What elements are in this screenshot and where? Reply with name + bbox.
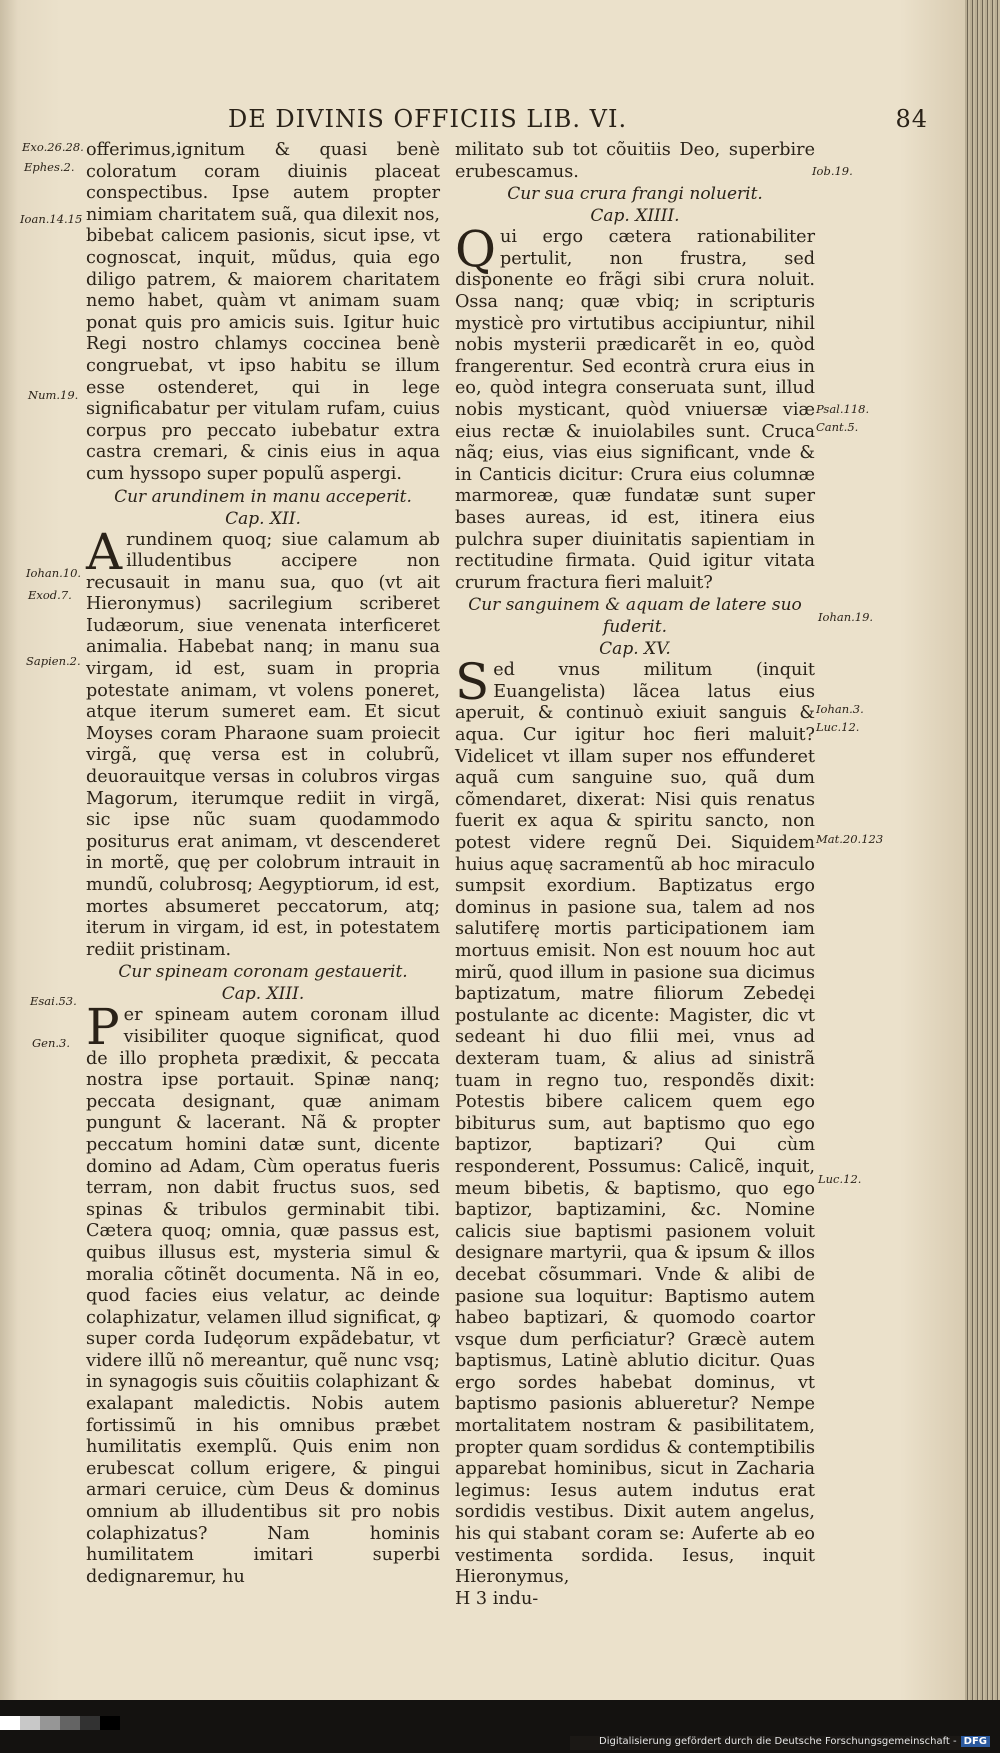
catchword: H 3 indu- xyxy=(455,1588,539,1609)
chapter-number: Cap. XIII. xyxy=(221,984,305,1005)
page-edges xyxy=(965,0,1000,1700)
margin-note: Gen.3. xyxy=(32,1036,71,1050)
margin-note: Luc.12. xyxy=(818,1172,862,1186)
chapter-heading: Cur spineam coronam gestauerit. xyxy=(118,962,408,983)
paragraph: Per spineam autem coronam illud visibiliter quoque significat, quod de illo propheta prædixit, & peccata nostra ipse portauit. Spinæ nanq; peccata designant, quæ animam pungunt & lacerant. Nã & propter peccatum homini datæ sunt, dicente domino ad Adam, Cùm operatus fueris terram, non dabit fructus suos, sed spinas & tribulos germinabit tibi. Cætera quoq; omnia, quæ passus est, quibus illusus est, mysteria simul & moralia cõtinẽt documenta. Nã in eo, quod facies eius velatur, ac deinde colaphizatur, velamen illud significat, ꝙ super corda Iudęorum expãdebatur, vt videre illũ nõ mereantur, quẽ nunc vsq; in synagogis suis cõuitiis colaphizant & exalapant maledictis. Nobis autem fortissimũ in his omnibus præbet humilitatis exemplũ. Quis enim non erubescat collum erigere, & pingui armari ceruice, cùm Deus & dominus omnium ab illudentibus sit pro nobis colaphizatus? Nam hominis humilitatem imitari superbi dedignaremur, hu xyxy=(86,998,440,1587)
digitization-footer xyxy=(570,1736,990,1750)
margin-note: Num.19. xyxy=(28,388,79,402)
paragraph: Qui ergo cætera rationabiliter pertulit, non frustra, sed disponente eo frãgi sibi crura noluit. Ossa nanq; quæ vbiq; in scripturis mysticè pro virtutibus accipiuntur, nihil nobis mysterii prædicarẽt in eo, quòd frangerentur. Sed econtrà crura eius in eo, quòd integra conseruata sunt, illud nobis mysticant, quòd vniuersæ viæ eius rectæ & inuiolabiles sunt. Cruca nãq; eius, vias eius significant, vnde & in Canticis dicitur: Crura eius columnæ marmoreæ, quæ fundatæ sunt super bases aureas, id est, itinera eius pulchra super diuinitatis sapientiam in rectitudine firmata. Quid igitur vitata crurum fractura fieri maluit? xyxy=(455,220,815,593)
paragraph: offerimus,ignitum & quasi benè coloratum coram diuinis placeat conspectibus. Ipse autem propter nimiam charitatem suã, qua dilexit nos, bibebat calicem pasionis, sicut ipse, vt cognoscat, inquit, mũdus, quia ego diligo patrem, & maiorem charitatem nemo habet, quàm vt animam suam ponat quis pro amicis suis. Igitur huic Regi nostro chlamys coccinea benè congruebat, vt ipso habitu se illum esse ostenderet, qui in lege significabatur per vitulam rufam, cuius corpus pro peccato iubebatur extra castra cremari, & cinis eius in aqua cum hyssopo super populũ aspergi. xyxy=(86,140,440,484)
margin-note: Exod.7. xyxy=(28,588,72,602)
margin-note: Iohan.3. xyxy=(816,702,864,716)
margin-note: Ioan.14.15 xyxy=(20,212,83,226)
chapter-number: Cap. XII. xyxy=(225,508,301,529)
margin-note: Iohan.10. xyxy=(26,566,82,580)
left-column xyxy=(86,140,440,1587)
footer-text: Digitalisierung gefördert durch die Deutsche Forschungsgemeinschaft - xyxy=(599,1736,957,1747)
margin-note: Esai.53. xyxy=(30,994,77,1008)
chapter-heading: Cur sanguinem & aquam de latere suo fuderit. xyxy=(468,595,802,638)
chapter-number: Cap. XV. xyxy=(599,639,671,660)
paragraph: militato sub tot cõuitiis Deo, superbire erubescamus. xyxy=(455,140,815,182)
margin-note: Cant.5. xyxy=(816,420,859,434)
paragraph: Sed vnus militum (inquit Euangelista) lãcea latus eius aperuit, & continuò exiuit sanguis & aqua. Cur igitur hoc fieri maluit? Videlicet vt illam super nos effunderet aquã cum sanguine suo, quã dum cõmendaret, dixerat: Nisi quis renatus fuerit ex aqua & spiritu sancto, non potest videre regnũ Dei. Siquidem huius aquę sacramentũ ab hoc miraculo sumpsit exordium. Baptizatus ergo dominus in pasione sua, talem ad nos salutiferę mortis participationem iam mortuus emisit. Non est nouum hoc aut mirũ, quod illum in pasione sua dicimus baptizatum, matre filiorum Zebedęi postulante ac dicente: Magister, dic vt sedeant hi duo filii mei, vnus ad dexteram tuam, & alius ad sinistrã tuam in regno tuo, respondẽs dixit: Potestis bibere calicem quem ego bibiturus sum, aut baptismo quo ego baptizor, baptizari? Qui cùm responderent, Possumus: Calicẽ, inquit, meum bibetis, & baptismo, quo ego baptizor, baptizamini, &c. Nomine calicis siue baptismi pasionem voluit designare martyrii, qua & ipsum & illos decebat cõsummari. Vnde & alibi de pasione sua loquitur: Baptismo autem habeo baptizari, & quomodo coartor vsque dum perficiatur? Græcè autem baptismus, Latinè ablutio dicitur. Quas ergo sordes habebat dominus, vt baptismo pasionis ablueretur? Nempe mortalitatem nostram & pasibilitatem, propter quam sordidus & contemptibilis apparebat hominibus, sicut in Zacharia legimus: Iesus autem indutus erat sordidis vestibus. Dixit autem angelus, his qui stabant coram se: Auferte ab eo vestimenta sordida. Iesus, inquit Hieronymus, xyxy=(455,653,815,1588)
margin-note: Luc.12. xyxy=(816,720,860,734)
dfg-logo: DFG xyxy=(961,1736,990,1747)
chapter-heading: Cur sua crura frangi noluerit. xyxy=(507,184,763,205)
running-header xyxy=(228,105,928,139)
margin-note: Psal.118. xyxy=(816,402,870,416)
color-scale xyxy=(0,1716,140,1730)
chapter-number: Cap. XIIII. xyxy=(590,206,680,227)
header-title: DE DIVINIS OFFICIIS LIB. VI. xyxy=(228,105,628,133)
paragraph: Arundinem quoq; siue calamum ab illudentibus accipere non recusauit in manu sua, quo (vt ait Hieronymus) sacrilegium scriberet Iudæorum, siue venenata interficeret animalia. Habebat nanq; in manu sua virgam, id est, suam in propria potestate animam, vt volens poneret, atque iterum sumeret eam. Et sicut Moyses coram Pharaone suam proiecit virgã, quę versa est in colubrũ, deuorauitque versas in colubros virgas Magorum, iterumque rediit in virgã, sic ipse nũc suam quodammodo positurus erat animam, vt descenderet in mortẽ, quę per colobrum intrauit in mundũ, colubrosq; Aegyptiorum, id est, mortes absumeret peccatorum, atq; iterum in virgam, id est, in potestatem rediit pristinam. xyxy=(86,522,440,960)
margin-note: Mat.20.123 xyxy=(816,832,884,846)
page-number: 84 xyxy=(895,105,928,133)
margin-note: Ephes.2. xyxy=(24,160,75,174)
right-column xyxy=(455,140,815,1609)
margin-note: Iohan.19. xyxy=(818,610,874,624)
chapter-heading: Cur arundinem in manu acceperit. xyxy=(114,486,412,507)
margin-note: Sapien.2. xyxy=(26,654,81,668)
margin-note: Exo.26.28. xyxy=(22,140,84,154)
margin-note: Iob.19. xyxy=(812,164,853,178)
